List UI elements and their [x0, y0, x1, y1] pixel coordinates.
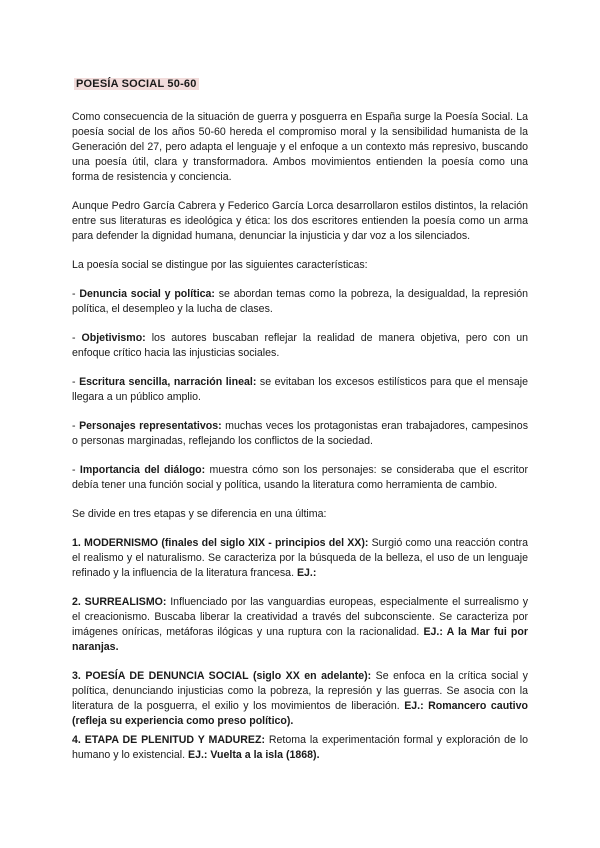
stage-example: EJ.: Romancero cautivo (refleja su experiencia como preso político).	[72, 700, 528, 727]
intro-paragraph-2: Aunque Pedro García Cabrera y Federico García Lorca desarrollaron estilos distintos, la relación entre sus literaturas es ideológica y ética: los dos escritores entienden la poesía como un arma para defender la dignidad humana, denunciar la injusticia y dar voz a los silenciados.	[72, 200, 528, 242]
stages-intro: Se divide en tres etapas y se diferencia en una última:	[72, 508, 327, 520]
stage-heading: 2. SURREALISMO:	[72, 596, 167, 608]
feature-item: - Importancia del diálogo: muestra cómo son los personajes: se consideraba que el escritor debía tener una función social y política, usando la literatura como herramienta de cambio.	[72, 464, 528, 491]
feature-item: - Personajes representativos: muchas veces los protagonistas eran trabajadores, campesinos o personas marginadas, reflejando los conflictos de la sociedad.	[72, 420, 528, 447]
feature-term: Objetivismo:	[81, 332, 146, 344]
stage-heading: 4. ETAPA DE PLENITUD Y MADUREZ:	[72, 734, 265, 746]
stage-example: EJ.: Vuelta a la isla (1868).	[188, 749, 320, 761]
feature-item: - Escritura sencilla, narración lineal: se evitaban los excesos estilísticos para que el mensaje llegara a un público amplio.	[72, 376, 528, 403]
stage-item: 1. MODERNISMO (finales del siglo XIX - principios del XX): Surgió como una reacción contra el realismo y el naturalismo. Se caracteriza por la búsqueda de la belleza, el uso de un lenguaje refinado y la influencia de la literatura francesa. EJ.:	[72, 537, 528, 579]
feature-item: - Objetivismo: los autores buscaban reflejar la realidad de manera objetiva, pero con un enfoque crítico hacia las injusticias sociales.	[72, 332, 528, 359]
stage-item: 4. ETAPA DE PLENITUD Y MADUREZ: Retoma la experimentación formal y exploración de lo humano y lo existencial. EJ.: Vuelta a la isla (1868).	[72, 734, 528, 761]
stage-item: 2. SURREALISMO: Influenciado por las vanguardias europeas, especialmente el surrealismo y el creacionismo. Buscaba liberar la creatividad a través del subconsciente. Se caracteriza por imágenes oníricas, metáforas ilógicas y una ruptura con la racionalidad. EJ.: A la Mar fui por naranjas.	[72, 596, 528, 653]
stage-heading: 3. POESÍA DE DENUNCIA SOCIAL (siglo XX en adelante):	[72, 670, 372, 682]
intro-paragraph-1: Como consecuencia de la situación de guerra y posguerra en España surge la Poesía Social. La poesía social de los años 50-60 hereda el compromiso moral y la sensibilidad humanista de la Generación del 27, pero adapta el lenguaje y el enfoque a un contexto más represivo, buscando una poesía útil, clara y transformadora. Ambos movimientos entienden la poesía como una forma de resistencia y conciencia.	[72, 111, 528, 183]
feature-item: - Denuncia social y política: se abordan temas como la pobreza, la desigualdad, la represión política, el desempleo y la lucha de clases.	[72, 288, 528, 315]
stage-example: EJ.:	[296, 567, 317, 579]
feature-term: Escritura sencilla, narración lineal:	[79, 376, 257, 388]
stage-heading: 1. MODERNISMO (finales del siglo XIX - principios del XX):	[72, 537, 369, 549]
characteristics-intro: La poesía social se distingue por las siguientes características:	[72, 259, 368, 271]
feature-term: Denuncia social y política:	[79, 288, 215, 300]
feature-term: Importancia del diálogo:	[79, 464, 206, 476]
document-title: POESÍA SOCIAL 50-60	[76, 78, 197, 90]
stage-example: EJ.: A la Mar fui por naranjas.	[72, 626, 528, 653]
feature-term: Personajes representativos:	[79, 420, 222, 432]
stage-item: 3. POESÍA DE DENUNCIA SOCIAL (siglo XX en adelante): Se enfoca en la crítica social y política, denunciando injusticias como la pobreza, la represión y las guerras. Se asocia con la literatura de la posguerra, el exilio y los movimientos de liberación. EJ.: Romancero cautivo (refleja su experiencia como preso político).	[72, 670, 528, 727]
